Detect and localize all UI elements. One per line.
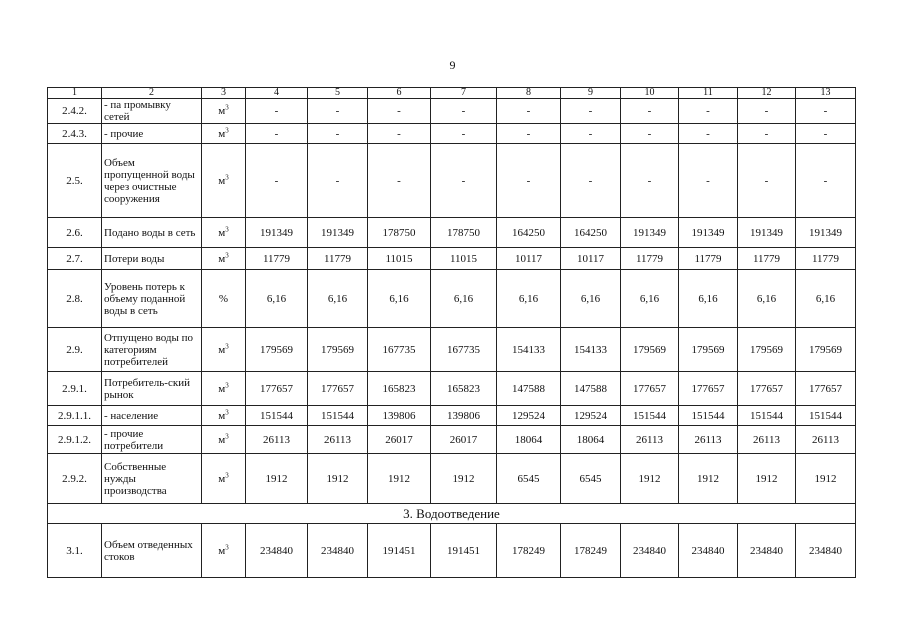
value-cell: 11779 — [679, 248, 738, 270]
row-name: Отпущено воды по категориям потребителей — [102, 328, 202, 372]
value-cell: 6,16 — [497, 270, 561, 328]
row-unit — [202, 426, 246, 454]
unit-text: м — [218, 343, 226, 356]
row-unit — [202, 144, 246, 218]
value-cell: 26113 — [738, 426, 796, 454]
value-cell: 178249 — [497, 524, 561, 578]
row-name: Потребитель-ский рынок — [102, 372, 202, 406]
value-cell: 26113 — [308, 426, 368, 454]
value-cell: 147588 — [561, 372, 621, 406]
value-cell: - — [796, 124, 856, 144]
value-cell: 6,16 — [738, 270, 796, 328]
value-cell: 164250 — [561, 218, 621, 248]
header-cell: 5 — [308, 88, 368, 99]
value-cell: 11779 — [796, 248, 856, 270]
header-cell: 3 — [202, 88, 246, 99]
value-cell: 177657 — [246, 372, 308, 406]
value-cell: - — [679, 99, 738, 124]
value-cell: - — [246, 144, 308, 218]
value-cell: 26017 — [431, 426, 497, 454]
value-cell: 191451 — [431, 524, 497, 578]
value-cell: - — [368, 99, 431, 124]
row-number: 2.6. — [48, 218, 102, 248]
value-cell: 1912 — [621, 454, 679, 504]
value-cell: 164250 — [497, 218, 561, 248]
table-row — [48, 124, 856, 144]
value-cell: 10117 — [561, 248, 621, 270]
unit-text: м — [218, 409, 226, 422]
value-cell: 26017 — [368, 426, 431, 454]
unit-text: % — [218, 292, 229, 305]
unit-superscript: 3 — [225, 125, 229, 134]
unit-text: м — [218, 174, 226, 187]
header-cell: 12 — [738, 88, 796, 99]
header-cell: 13 — [796, 88, 856, 99]
row-unit — [202, 328, 246, 372]
value-cell: - — [308, 144, 368, 218]
value-cell: 191451 — [368, 524, 431, 578]
row-number: 2.9.1.1. — [48, 406, 102, 426]
value-cell: - — [738, 124, 796, 144]
value-cell: 179569 — [308, 328, 368, 372]
row-name: Собственные нужды производства — [102, 454, 202, 504]
unit-text: м — [218, 226, 226, 239]
value-cell: 191349 — [308, 218, 368, 248]
row-name: Объем пропущенной воды через очистные сооружения — [102, 144, 202, 218]
value-cell: - — [431, 99, 497, 124]
table-row — [48, 99, 856, 124]
header-cell: 6 — [368, 88, 431, 99]
row-unit — [202, 454, 246, 504]
value-cell: - — [431, 144, 497, 218]
value-cell: 177657 — [308, 372, 368, 406]
row-unit — [202, 372, 246, 406]
header-cell: 9 — [561, 88, 621, 99]
value-cell: 26113 — [621, 426, 679, 454]
value-cell: 1912 — [738, 454, 796, 504]
value-cell: - — [796, 144, 856, 218]
value-cell: 154133 — [497, 328, 561, 372]
value-cell: 234840 — [679, 524, 738, 578]
unit-text: м — [218, 382, 226, 395]
header-cell: 11 — [679, 88, 738, 99]
value-cell: 18064 — [497, 426, 561, 454]
value-cell: - — [497, 144, 561, 218]
unit-superscript: 3 — [225, 103, 229, 112]
value-cell: 26113 — [679, 426, 738, 454]
unit-text: м — [218, 472, 226, 485]
value-cell: 151544 — [621, 406, 679, 426]
unit-superscript: 3 — [225, 380, 229, 389]
value-cell: 177657 — [796, 372, 856, 406]
value-cell: 147588 — [497, 372, 561, 406]
section-title: 3. Водоотведение — [48, 504, 856, 524]
table-row — [48, 426, 856, 454]
value-cell: 151544 — [796, 406, 856, 426]
row-number: 2.7. — [48, 248, 102, 270]
row-number: 2.9.1. — [48, 372, 102, 406]
value-cell: - — [368, 144, 431, 218]
row-number: 3.1. — [48, 524, 102, 578]
row-name: Объем отведенных стоков — [102, 524, 202, 578]
value-cell: 139806 — [368, 406, 431, 426]
row-number: 2.4.3. — [48, 124, 102, 144]
value-cell: 234840 — [246, 524, 308, 578]
value-cell: - — [497, 99, 561, 124]
value-cell: 234840 — [308, 524, 368, 578]
table-row — [48, 270, 856, 328]
value-cell: 11015 — [368, 248, 431, 270]
value-cell: 129524 — [497, 406, 561, 426]
value-cell: 11779 — [621, 248, 679, 270]
value-cell: - — [561, 99, 621, 124]
value-cell: 6,16 — [621, 270, 679, 328]
value-cell: 6545 — [561, 454, 621, 504]
value-cell: - — [621, 99, 679, 124]
unit-superscript: 3 — [225, 250, 229, 259]
value-cell: 177657 — [738, 372, 796, 406]
value-cell: - — [431, 124, 497, 144]
table-row — [48, 372, 856, 406]
value-cell: - — [561, 144, 621, 218]
value-cell: 151544 — [308, 406, 368, 426]
table-row — [48, 218, 856, 248]
value-cell: 6,16 — [796, 270, 856, 328]
value-cell: 179569 — [679, 328, 738, 372]
value-cell: 6,16 — [308, 270, 368, 328]
value-cell: - — [738, 144, 796, 218]
unit-superscript: 3 — [225, 172, 229, 181]
value-cell: 6545 — [497, 454, 561, 504]
data-table — [47, 87, 856, 578]
row-unit — [202, 124, 246, 144]
row-name: - население — [102, 406, 202, 426]
value-cell: 1912 — [308, 454, 368, 504]
value-cell: 6,16 — [368, 270, 431, 328]
value-cell: 178750 — [368, 218, 431, 248]
value-cell: - — [246, 99, 308, 124]
row-unit — [202, 218, 246, 248]
table-row — [48, 406, 856, 426]
value-cell: 179569 — [796, 328, 856, 372]
value-cell: - — [561, 124, 621, 144]
table-row — [48, 144, 856, 218]
value-cell: 1912 — [246, 454, 308, 504]
unit-text: м — [218, 252, 226, 265]
row-unit — [202, 248, 246, 270]
value-cell: 154133 — [561, 328, 621, 372]
value-cell: 165823 — [368, 372, 431, 406]
unit-text: м — [218, 433, 226, 446]
value-cell: 11015 — [431, 248, 497, 270]
value-cell: - — [796, 99, 856, 124]
unit-superscript: 3 — [225, 431, 229, 440]
value-cell: 191349 — [796, 218, 856, 248]
row-unit — [202, 99, 246, 124]
value-cell: - — [497, 124, 561, 144]
unit-text: м — [218, 105, 226, 117]
value-cell: 167735 — [431, 328, 497, 372]
page-number: 9 — [449, 58, 456, 72]
value-cell: 11779 — [246, 248, 308, 270]
value-cell: 11779 — [308, 248, 368, 270]
header-cell: 1 — [48, 88, 102, 99]
value-cell: 26113 — [796, 426, 856, 454]
row-name: Подано воды в сеть — [102, 218, 202, 248]
unit-superscript: 3 — [225, 224, 229, 233]
header-cell: 7 — [431, 88, 497, 99]
value-cell: 179569 — [246, 328, 308, 372]
value-cell: - — [246, 124, 308, 144]
unit-superscript: 3 — [225, 407, 229, 416]
value-cell: 1912 — [431, 454, 497, 504]
value-cell: - — [738, 99, 796, 124]
value-cell: 179569 — [738, 328, 796, 372]
value-cell: 1912 — [796, 454, 856, 504]
value-cell: 191349 — [679, 218, 738, 248]
unit-superscript: 3 — [225, 542, 229, 551]
value-cell: 179569 — [621, 328, 679, 372]
row-number: 2.8. — [48, 270, 102, 328]
value-cell: 10117 — [497, 248, 561, 270]
header-cell: 4 — [246, 88, 308, 99]
table-row — [48, 328, 856, 372]
row-number: 2.9.1.2. — [48, 426, 102, 454]
value-cell: 191349 — [246, 218, 308, 248]
value-cell: 129524 — [561, 406, 621, 426]
table-row — [48, 524, 856, 578]
value-cell: 151544 — [738, 406, 796, 426]
value-cell: - — [621, 124, 679, 144]
value-cell: - — [621, 144, 679, 218]
table-row — [48, 248, 856, 270]
header-cell: 2 — [102, 88, 202, 99]
section-row — [48, 504, 856, 524]
row-unit — [202, 270, 246, 328]
header-cell: 10 — [621, 88, 679, 99]
value-cell: 6,16 — [679, 270, 738, 328]
value-cell: 26113 — [246, 426, 308, 454]
value-cell: 11779 — [738, 248, 796, 270]
row-name: - прочие потребители — [102, 426, 202, 454]
value-cell: 191349 — [738, 218, 796, 248]
row-unit — [202, 406, 246, 426]
value-cell: 6,16 — [246, 270, 308, 328]
row-number: 2.9. — [48, 328, 102, 372]
table-row — [48, 454, 856, 504]
row-name: - па промывку сетей — [102, 99, 202, 124]
value-cell: 139806 — [431, 406, 497, 426]
header-cell: 8 — [497, 88, 561, 99]
value-cell: 165823 — [431, 372, 497, 406]
row-number: 2.9.2. — [48, 454, 102, 504]
value-cell: 178249 — [561, 524, 621, 578]
value-cell: 234840 — [796, 524, 856, 578]
value-cell: 6,16 — [561, 270, 621, 328]
value-cell: 151544 — [679, 406, 738, 426]
row-name: Уровень потерь к объему поданной воды в сеть — [102, 270, 202, 328]
unit-superscript: 3 — [225, 341, 229, 350]
value-cell: - — [368, 124, 431, 144]
value-cell: 177657 — [679, 372, 738, 406]
value-cell: - — [679, 124, 738, 144]
row-name: - прочие — [102, 124, 202, 144]
value-cell: 177657 — [621, 372, 679, 406]
row-unit — [202, 524, 246, 578]
value-cell: 151544 — [246, 406, 308, 426]
row-number: 2.4.2. — [48, 99, 102, 124]
value-cell: 18064 — [561, 426, 621, 454]
value-cell: - — [308, 99, 368, 124]
value-cell: 178750 — [431, 218, 497, 248]
header-row — [48, 88, 856, 99]
value-cell: 167735 — [368, 328, 431, 372]
value-cell: - — [308, 124, 368, 144]
value-cell: 1912 — [368, 454, 431, 504]
value-cell: - — [679, 144, 738, 218]
row-name: Потери воды — [102, 248, 202, 270]
unit-superscript: 3 — [225, 470, 229, 479]
row-number: 2.5. — [48, 144, 102, 218]
unit-text: м — [218, 544, 226, 557]
unit-text: м — [218, 127, 226, 140]
value-cell: 234840 — [738, 524, 796, 578]
value-cell: 6,16 — [431, 270, 497, 328]
value-cell: 1912 — [679, 454, 738, 504]
value-cell: 191349 — [621, 218, 679, 248]
value-cell: 234840 — [621, 524, 679, 578]
